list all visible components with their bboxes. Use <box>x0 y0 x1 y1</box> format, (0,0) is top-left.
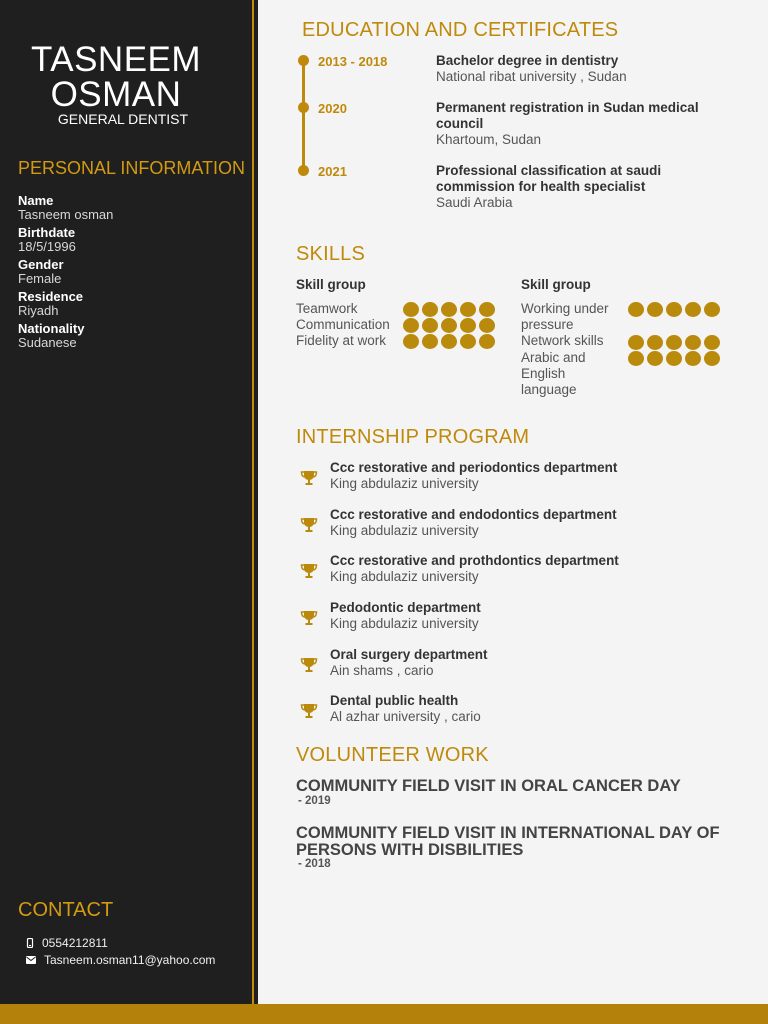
education-subtitle: Saudi Arabia <box>436 195 513 210</box>
skill-dot <box>685 335 701 350</box>
timeline-dot <box>298 165 309 176</box>
skill-dot <box>704 302 720 317</box>
internship-heading: INTERNSHIP PROGRAM <box>296 426 530 448</box>
trophy-icon <box>300 517 318 533</box>
skill-dot <box>460 318 476 333</box>
internship-text <box>330 507 740 539</box>
personal-value: Riyadh <box>18 303 59 318</box>
volunteer-year: - 2018 <box>298 858 331 870</box>
skill-dot <box>628 351 644 366</box>
internship-text <box>330 460 740 492</box>
skill-dot <box>666 335 682 350</box>
skill-rating <box>403 302 495 317</box>
internship-text <box>330 600 740 632</box>
education-subtitle: National ribat university , Sudan <box>436 69 627 84</box>
personal-value: Tasneem osman <box>18 207 114 222</box>
personal-label: Birthdate <box>18 225 76 240</box>
trophy-icon <box>300 657 318 673</box>
internship-title: Ccc restorative and endodontics department <box>330 507 617 522</box>
skill-dot <box>666 302 682 317</box>
skill-dot <box>422 334 438 349</box>
education-timeline <box>302 60 305 172</box>
volunteer-title: COMMUNITY FIELD VISIT IN INTERNATIONAL DAY OF PERSONS WITH DISBILITIES <box>296 824 720 859</box>
personal-item-residence <box>18 290 238 318</box>
skill-dot <box>403 334 419 349</box>
skill-dot <box>403 318 419 333</box>
internship-text <box>330 553 740 585</box>
skill-name: Teamwork <box>296 301 358 316</box>
skill-group-label: Skill group <box>296 277 366 292</box>
internship-title: Dental public health <box>330 693 459 708</box>
bottom-accent-bar <box>0 1004 768 1024</box>
skill-dot <box>647 335 663 350</box>
skill-dot <box>647 302 663 317</box>
personal-item-gender <box>18 258 238 286</box>
education-year: 2013 - 2018 <box>318 54 388 69</box>
internship-title: Pedodontic department <box>330 600 481 615</box>
envelope-icon <box>26 956 36 964</box>
volunteer-year: - 2019 <box>298 795 331 807</box>
personal-label: Name <box>18 193 54 208</box>
skill-name: Arabic and English language <box>521 350 586 397</box>
skill-dot <box>666 351 682 366</box>
skill-dot <box>422 302 438 317</box>
internship-title: Ccc restorative and prothdontics department <box>330 553 619 568</box>
internship-place: Al azhar university , cario <box>330 709 481 724</box>
internship-place: King abdulaziz university <box>330 616 479 631</box>
skill-name: Communication <box>296 317 390 332</box>
skill-dot <box>628 302 644 317</box>
sidebar <box>0 0 252 1004</box>
skill-dot <box>422 318 438 333</box>
contact-phone[interactable] <box>26 936 108 950</box>
personal-label: Gender <box>18 257 64 272</box>
personal-value: Sudanese <box>18 335 77 350</box>
education-title: Permanent registration in Sudan medical council <box>436 100 699 131</box>
skill-dot <box>403 302 419 317</box>
skill-rating <box>403 318 495 333</box>
personal-item-name <box>18 194 238 222</box>
skill-dot <box>685 351 701 366</box>
internship-title: Oral surgery department <box>330 647 488 662</box>
education-item <box>436 53 726 85</box>
skill-name: Working under pressure <box>521 301 609 332</box>
internship-text <box>330 647 740 679</box>
skill-rating <box>628 302 720 317</box>
phone-number: 0554212811 <box>42 936 108 950</box>
internship-place: King abdulaziz university <box>330 476 479 491</box>
last-name: OSMAN <box>50 75 182 114</box>
skill-dot <box>460 334 476 349</box>
education-item <box>436 163 726 211</box>
education-year: 2020 <box>318 101 347 116</box>
skill-dot <box>441 302 457 317</box>
skill-rating <box>628 335 720 350</box>
trophy-icon <box>300 703 318 719</box>
education-title: Bachelor degree in dentistry <box>436 53 619 68</box>
timeline-dot <box>298 55 309 66</box>
contact-heading: CONTACT <box>18 899 114 921</box>
trophy-icon <box>300 563 318 579</box>
skill-dot <box>628 335 644 350</box>
job-title: GENERAL DENTIST <box>57 111 189 127</box>
skill-dot <box>479 334 495 349</box>
education-year: 2021 <box>318 164 347 179</box>
personal-item-nationality <box>18 322 238 350</box>
first-name: TASNEEM <box>30 40 202 79</box>
email-address: Tasneem.osman11@yahoo.com <box>44 953 216 967</box>
personal-label: Nationality <box>18 321 85 336</box>
skill-rating <box>628 351 720 366</box>
internship-text <box>330 693 740 725</box>
volunteer-title: COMMUNITY FIELD VISIT IN ORAL CANCER DAY <box>296 777 681 795</box>
skill-dot <box>479 302 495 317</box>
education-heading: EDUCATION AND CERTIFICATES <box>302 19 619 41</box>
personal-label: Residence <box>18 289 84 304</box>
trophy-icon <box>300 610 318 626</box>
timeline-dot <box>298 102 309 113</box>
contact-email[interactable] <box>26 953 215 967</box>
education-subtitle: Khartoum, Sudan <box>436 132 542 147</box>
internship-place: King abdulaziz university <box>330 569 479 584</box>
personal-item-birthdate <box>18 226 238 254</box>
skill-name: Network skills <box>521 333 604 348</box>
skill-dot <box>685 302 701 317</box>
skill-rating <box>403 334 495 349</box>
phone-icon <box>26 938 34 948</box>
skill-dot <box>704 351 720 366</box>
sidebar-divider <box>254 0 258 1004</box>
skill-dot <box>647 351 663 366</box>
skill-dot <box>479 318 495 333</box>
skill-dot <box>460 302 476 317</box>
personal-value: Female <box>18 271 62 286</box>
skills-heading: SKILLS <box>296 243 366 265</box>
personal-info-heading: PERSONAL INFORMATION <box>18 158 246 178</box>
volunteer-heading: VOLUNTEER WORK <box>296 744 489 766</box>
trophy-icon <box>300 470 318 486</box>
skill-dot <box>441 334 457 349</box>
skill-group-label: Skill group <box>521 277 591 292</box>
education-item <box>436 100 726 148</box>
skill-name: Fidelity at work <box>296 333 387 348</box>
education-title: Professional classification at saudi commission for health specialist <box>436 163 662 194</box>
internship-title: Ccc restorative and periodontics department <box>330 460 618 475</box>
internship-place: King abdulaziz university <box>330 523 479 538</box>
personal-value: 18/5/1996 <box>18 239 76 254</box>
skill-dot <box>441 318 457 333</box>
skill-dot <box>704 335 720 350</box>
internship-place: Ain shams , cario <box>330 663 434 678</box>
